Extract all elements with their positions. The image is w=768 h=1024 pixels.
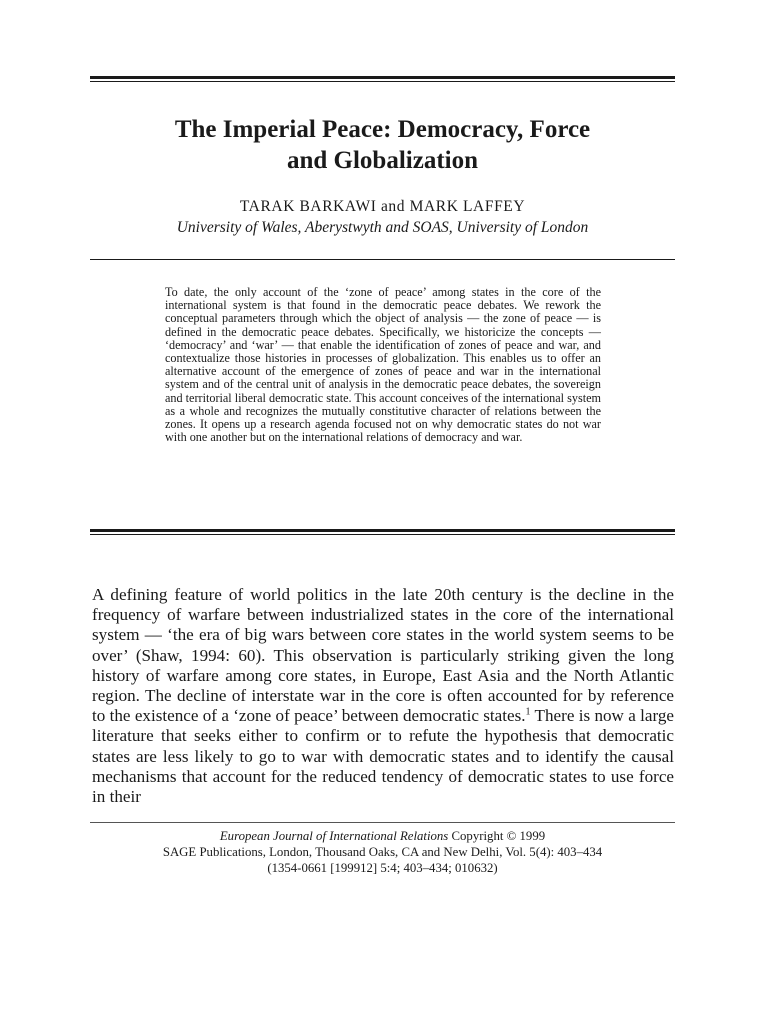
- title-line-1: The Imperial Peace: Democracy, Force: [174, 116, 591, 143]
- body-paragraph: [92, 585, 674, 807]
- body-text-part-1: A defining feature of world politics in the late 20th century is the decline in the frequency of warfare between industrialized states in the core of the international system — ‘the era of big wars between core states in the world system seems to be over’ (Shaw, 1994: 60). This observation is particularly striking given the long history of warfare among core states, in Europe, East Asia and the North Atlantic region. The decline of interstate war in the core is often accounted for by reference to the existence of a ‘zone of peace’ between democratic states.: [92, 585, 674, 726]
- top-rule-thin: [90, 81, 675, 82]
- publisher-line: SAGE Publications, London, Thousand Oaks, CA and New Delhi, Vol. 5(4): 403–434: [162, 845, 603, 859]
- abstract-rule-thick: [90, 529, 675, 532]
- header-divider: [90, 259, 675, 260]
- copyright-notice: Copyright © 1999: [448, 829, 546, 843]
- top-rule-thick: [90, 76, 675, 79]
- body-text-part-2: There is now a large literature that seeks either to confirm or to refute the hypothesis that democratic states are less likely to go to war with democratic states and to identify the causal mechanisms that account for the reduced tendency of democratic states to use force in their: [92, 706, 674, 807]
- article-title: [90, 114, 675, 176]
- journal-name: European Journal of International Relations: [219, 829, 449, 843]
- author-affiliation: University of Wales, Aberystwyth and SOAS, University of London: [176, 219, 589, 236]
- footer-rule: [90, 822, 675, 823]
- journal-footer: [90, 828, 675, 876]
- abstract-rule-thin: [90, 534, 675, 535]
- identifier-line: (1354-0661 [199912] 5:4; 403–434; 010632): [267, 861, 498, 875]
- author-names: TARAK BARKAWI and MARK LAFFEY: [239, 198, 526, 215]
- abstract: To date, the only account of the ‘zone of peace’ among states in the core of the international system is that found in the democratic peace debates. We rework the conceptual parameters through which the object of analysis — the zone of peace — is defined in the democratic peace debates. Specifically, we historicize the concepts — ‘democracy’ and ‘war’ — that enable the identification of zones of peace and war, and contextualize those histories in processes of globalization. This enables us to offer an alternative account of the emergence of zones of peace and war in the international system and of the central unit of analysis in the democratic peace debates, the sovereign and territorial liberal democratic state. This account conceives of the international system as a whole and recognizes the mutually constitutive character of relations between the zones. It opens up a research agenda focused not on why democratic states do not war with one another but on the international relations of democracy and war.: [165, 285, 601, 445]
- footer-copyright-line: [90, 828, 675, 844]
- title-line-2: and Globalization: [286, 147, 478, 174]
- footnote-marker[interactable]: 1: [525, 706, 531, 718]
